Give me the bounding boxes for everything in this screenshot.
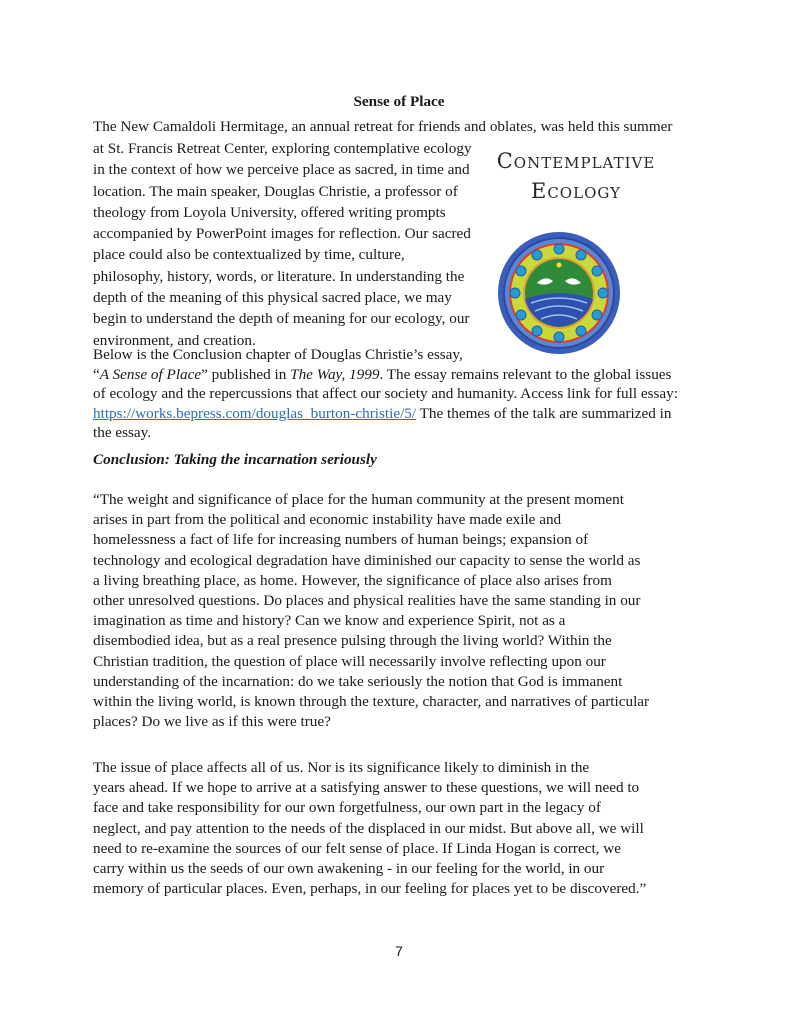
reference-line: Below is the Conclusion chapter of Douglas Christie’s essay, bbox=[93, 346, 463, 363]
intro-line: place could also be contextualized by time, culture, bbox=[93, 246, 405, 264]
intro-line: depth of the meaning of this physical sacred place, we may bbox=[93, 289, 452, 307]
reference-line: “A Sense of Place” published in The Way, 1999. The essay remains relevant to the global issues bbox=[93, 365, 672, 383]
quote-line: The issue of place affects all of us. Nor is its significance likely to diminish in the bbox=[93, 759, 590, 776]
quote-line: homelessness a fact of life for increasing numbers of human beings; expansion of bbox=[93, 531, 589, 549]
contemplative-ecology-logo bbox=[471, 146, 681, 376]
essay-reference-paragraph bbox=[93, 345, 705, 443]
quote-line: arises in part from the political and economic instability have made exile and bbox=[93, 511, 562, 529]
essay-title: A Sense of Place bbox=[99, 365, 202, 383]
quote-line: imagination as time and history? Can we know and experience Spirit, not as a bbox=[93, 612, 566, 630]
quote-line: face and take responsibility for our own forgetfulness, our own part in the legacy of bbox=[93, 799, 601, 817]
quote-line: years ahead. If we hope to arrive at a satisfying answer to these questions, we will need to bbox=[93, 779, 640, 797]
quote-line: other unresolved questions. Do places and physical realities have the same standing in our bbox=[93, 592, 641, 610]
intro-line: location. The main speaker, Douglas Christie, a professor of bbox=[93, 182, 458, 200]
essay-link[interactable]: https://works.bepress.com/douglas_burton-christie/5/ bbox=[93, 404, 417, 422]
intro-paragraph bbox=[93, 138, 493, 351]
logo-title-line2: Ecology bbox=[531, 179, 621, 203]
quote-line: need to re-examine the sources of our felt sense of place. If Linda Hogan is correct, we bbox=[93, 839, 621, 857]
quote-line: within the living world, is known through the texture, character, and narratives of particular bbox=[93, 693, 650, 711]
logo-title-line1: Contemplative bbox=[496, 149, 656, 173]
quote-line: carry within us the seeds of our own awakening - in our feeling for the world, in our bbox=[93, 860, 605, 878]
quote-line: disembodied idea, but as a real presence pulsing through the living world? Within the bbox=[93, 632, 612, 650]
mandala-image bbox=[497, 231, 621, 355]
reference-line: of ecology and the repercussions that affect our society and humanity. Access link for full essay: bbox=[93, 385, 678, 403]
quote-line: a living breathing place, as home. However, the significance of place also arises from bbox=[93, 571, 612, 589]
intro-first-line: The New Camaldoli Hermitage, an annual retreat for friends and oblates, was held this summer bbox=[93, 118, 673, 135]
quote-line: technology and ecological degradation have diminished our capacity to sense the world as bbox=[93, 551, 641, 569]
quote-paragraph-2 bbox=[93, 758, 705, 899]
reference-line: https://works.bepress.com/douglas_burton-christie/5/ The themes of the talk are summarized in bbox=[93, 404, 672, 422]
page-number: 7 bbox=[395, 943, 403, 959]
quote-line: “The weight and significance of place for the human community at the present moment bbox=[93, 491, 624, 508]
page-title: Sense of Place bbox=[353, 93, 445, 110]
quote-line: Christian tradition, the question of place will necessarily involve reflecting upon our bbox=[93, 652, 606, 670]
reference-line: the essay. bbox=[93, 424, 152, 442]
intro-line: environment, and creation. bbox=[93, 331, 256, 349]
quote-paragraph-1 bbox=[93, 490, 705, 732]
journal-name: The Way, 1999 bbox=[290, 365, 380, 383]
quote-line: neglect, and pay attention to the needs of the displaced in our midst. But above all, we will bbox=[93, 819, 644, 837]
intro-line: accompanied by PowerPoint images for reflection. Our sacred bbox=[93, 225, 471, 243]
quote-line: understanding of the incarnation: do we take seriously the notion that God is immanent bbox=[93, 672, 623, 690]
intro-line: at St. Francis Retreat Center, exploring contemplative ecology bbox=[93, 140, 472, 157]
quote-line: places? Do we live as if this were true? bbox=[93, 713, 331, 731]
quote-line: memory of particular places. Even, perhaps, in our feeling for places yet to be discovered.” bbox=[93, 880, 647, 898]
intro-line: in the context of how we perceive place as sacred, in time and bbox=[93, 161, 470, 179]
conclusion-heading: Conclusion: Taking the incarnation seriously bbox=[93, 451, 377, 468]
intro-line: theology from Loyola University, offered writing prompts bbox=[93, 203, 446, 221]
intro-line: begin to understand the depth of meaning for our ecology, our bbox=[93, 310, 470, 328]
intro-line: philosophy, history, words, or literature. In understanding the bbox=[93, 267, 465, 285]
